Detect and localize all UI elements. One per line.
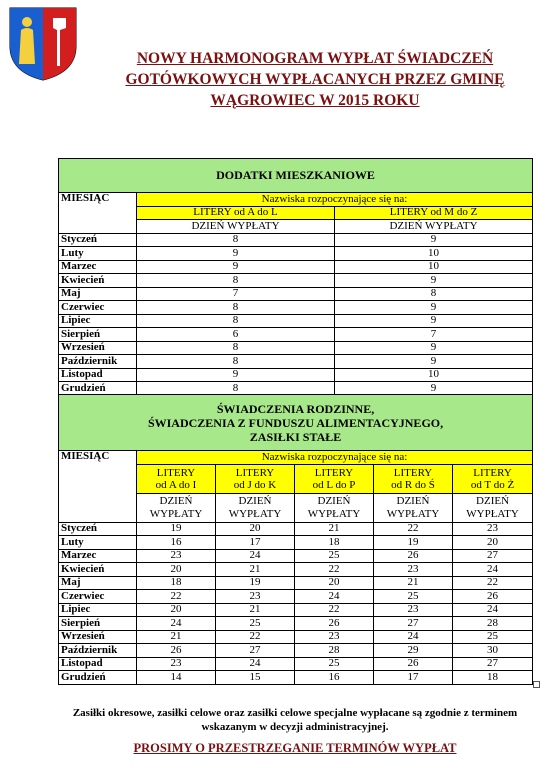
names-header: Nazwiska rozpoczynające się na:	[137, 451, 533, 465]
payday-cell: 20	[137, 603, 216, 617]
payday-cell: 16	[295, 671, 374, 685]
payday-cell: 26	[137, 644, 216, 658]
payday-cell: 23	[137, 657, 216, 671]
payday-cell: 23	[453, 522, 533, 536]
payday-cell: 28	[295, 644, 374, 658]
title-line-3: WĄGROWIEC W 2015 ROKU	[210, 92, 420, 109]
letters-header	[453, 464, 533, 493]
payday-cell: 17	[216, 536, 295, 550]
letters-header	[374, 464, 453, 493]
letters-header	[295, 464, 374, 493]
payday-cell: 22	[137, 590, 216, 604]
month-cell: Grudzień	[59, 671, 137, 685]
payday-cell: 26	[374, 657, 453, 671]
payday-cell: 9	[335, 274, 533, 288]
payday-header	[216, 493, 295, 522]
coat-of-arms-icon	[8, 6, 78, 82]
month-cell: Lipiec	[59, 314, 137, 328]
payday-header-line: WYPŁATY	[466, 507, 519, 520]
month-cell: Czerwiec	[59, 590, 137, 604]
letters-header	[216, 464, 295, 493]
table-row	[59, 247, 533, 261]
letters-header: LITERY od A do L	[137, 206, 335, 220]
payday-header: DZIEŃ WYPŁATY	[335, 220, 533, 234]
month-cell: Październik	[59, 355, 137, 369]
payday-cell: 8	[137, 382, 335, 396]
month-header: MIESIĄC	[59, 451, 137, 523]
month-cell: Styczeń	[59, 522, 137, 536]
section-title-line: ŚWIADCZENIA Z FUNDUSZU ALIMENTACYJNEGO,	[147, 415, 444, 430]
payday-header-line: DZIEŃ	[159, 494, 193, 507]
payday-cell: 22	[216, 630, 295, 644]
payday-cell: 8	[137, 341, 335, 355]
payday-header-line: DZIEŃ	[396, 494, 430, 507]
payday-cell: 9	[335, 233, 533, 247]
payday-cell: 26	[453, 590, 533, 604]
payday-cell: 8	[137, 301, 335, 315]
month-cell: Maj	[59, 287, 137, 301]
table-row	[59, 314, 533, 328]
letters-header-line: LITERY	[473, 466, 512, 479]
letters-header-line: od R do Ś	[391, 478, 435, 491]
table-row	[59, 233, 533, 247]
payday-cell: 9	[335, 301, 533, 315]
table-body	[59, 522, 533, 684]
names-header: Nazwiska rozpoczynające się na:	[137, 193, 533, 207]
payday-cell: 24	[216, 549, 295, 563]
month-cell: Czerwiec	[59, 301, 137, 315]
payday-cell: 27	[216, 644, 295, 658]
note	[58, 706, 532, 734]
table-row	[59, 536, 533, 550]
resize-handle[interactable]	[533, 681, 540, 688]
payday-cell: 16	[137, 536, 216, 550]
payday-cell: 8	[137, 314, 335, 328]
letters-header-line: LITERY	[393, 466, 433, 479]
payday-cell: 10	[335, 368, 533, 382]
month-cell: Kwiecień	[59, 563, 137, 577]
payday-cell: 19	[374, 536, 453, 550]
month-cell: Wrzesień	[59, 630, 137, 644]
table-row	[59, 630, 533, 644]
section-title: DODATKI MIESZKANIOWE	[59, 159, 533, 193]
payday-cell: 14	[137, 671, 216, 685]
month-cell: Kwiecień	[59, 274, 137, 288]
month-header: MIESIĄC	[59, 193, 137, 234]
letters-header-line: LITERY	[314, 466, 354, 479]
month-cell: Styczeń	[59, 233, 137, 247]
payday-header	[295, 493, 374, 522]
month-cell: Maj	[59, 576, 137, 590]
payday-cell: 22	[374, 522, 453, 536]
payday-header-line: DZIEŃ	[476, 494, 510, 507]
payday-cell: 22	[295, 603, 374, 617]
payday-cell: 21	[216, 563, 295, 577]
month-cell: Sierpień	[59, 328, 137, 342]
payday-header-line: WYPŁATY	[149, 507, 203, 520]
note-line: Zasiłki okresowe, zasiłki celowe oraz zasiłki celowe specjalne wypłacane są zgodnie z terminem	[72, 707, 518, 719]
section-title-line: ŚWIADCZENIA RODZINNE,	[216, 401, 375, 416]
payday-cell: 19	[137, 522, 216, 536]
payday-cell: 20	[137, 563, 216, 577]
payday-cell: 10	[335, 260, 533, 274]
table-row	[59, 563, 533, 577]
letters-header-line: od T do Ż	[470, 478, 515, 491]
table-row	[59, 671, 533, 685]
payday-cell: 9	[137, 368, 335, 382]
payday-cell: 25	[216, 617, 295, 631]
payday-cell: 23	[374, 563, 453, 577]
payday-cell: 7	[137, 287, 335, 301]
payday-cell: 24	[137, 617, 216, 631]
table-body	[59, 233, 533, 395]
payday-cell: 30	[453, 644, 533, 658]
letters-header-line: od A do I	[155, 478, 197, 491]
month-cell: Lipiec	[59, 603, 137, 617]
payday-cell: 24	[295, 590, 374, 604]
family-benefits-table	[58, 394, 533, 685]
month-cell: Marzec	[59, 549, 137, 563]
payday-cell: 23	[137, 549, 216, 563]
table-row	[59, 382, 533, 396]
table-row	[59, 657, 533, 671]
payday-cell: 26	[374, 549, 453, 563]
payday-cell: 7	[335, 328, 533, 342]
payday-cell: 26	[295, 617, 374, 631]
payday-cell: 23	[216, 590, 295, 604]
payday-cell: 24	[453, 563, 533, 577]
payday-cell: 8	[137, 233, 335, 247]
note-line: wskazanym w decyzji administracyjnej.	[201, 721, 389, 733]
payday-cell: 8	[137, 274, 335, 288]
payday-cell: 6	[137, 328, 335, 342]
section-title	[59, 395, 533, 451]
payday-cell: 19	[216, 576, 295, 590]
payday-cell: 18	[137, 576, 216, 590]
payday-cell: 9	[335, 314, 533, 328]
payday-cell: 25	[295, 657, 374, 671]
month-cell: Listopad	[59, 657, 137, 671]
title-line-1: NOWY HARMONOGRAM WYPŁAT ŚWIADCZEŃ	[136, 50, 494, 67]
payday-header: DZIEŃ WYPŁATY	[137, 220, 335, 234]
table-row	[59, 549, 533, 563]
payday-header-line: DZIEŃ	[317, 494, 351, 507]
payday-header	[453, 493, 533, 522]
footer-notice: PROSIMY O PRZESTRZEGANIE TERMINÓW WYPŁAT	[133, 741, 457, 755]
payday-cell: 15	[216, 671, 295, 685]
table-row	[59, 328, 533, 342]
payday-header-line: WYPŁATY	[386, 507, 440, 520]
payday-header	[374, 493, 453, 522]
payday-cell: 9	[335, 382, 533, 396]
payday-cell: 23	[374, 603, 453, 617]
payday-cell: 9	[137, 247, 335, 261]
payday-cell: 25	[295, 549, 374, 563]
payday-header	[137, 493, 216, 522]
payday-cell: 9	[335, 355, 533, 369]
payday-cell: 17	[374, 671, 453, 685]
month-cell: Luty	[59, 536, 137, 550]
table-row	[59, 617, 533, 631]
table-row	[59, 274, 533, 288]
month-cell: Marzec	[59, 260, 137, 274]
payday-cell: 21	[216, 603, 295, 617]
month-cell: Sierpień	[59, 617, 137, 631]
payday-cell: 24	[453, 603, 533, 617]
payday-cell: 29	[374, 644, 453, 658]
letters-header-line: od L do P	[312, 478, 356, 491]
payday-cell: 21	[295, 522, 374, 536]
table-row	[59, 260, 533, 274]
payday-header-line: WYPŁATY	[307, 507, 361, 520]
payday-cell: 9	[335, 341, 533, 355]
payday-cell: 21	[137, 630, 216, 644]
payday-cell: 24	[374, 630, 453, 644]
payday-cell: 23	[295, 630, 374, 644]
payday-cell: 10	[335, 247, 533, 261]
table-row	[59, 590, 533, 604]
payday-cell: 8	[335, 287, 533, 301]
payday-cell: 27	[453, 657, 533, 671]
month-cell: Luty	[59, 247, 137, 261]
title-line-2: GOTÓWKOWYCH WYPŁACANYCH PRZEZ GMINĘ	[125, 71, 505, 88]
month-cell: Grudzień	[59, 382, 137, 396]
payday-cell: 20	[216, 522, 295, 536]
table-row	[59, 576, 533, 590]
letters-header-line: LITERY	[235, 466, 275, 479]
payday-cell: 18	[295, 536, 374, 550]
payday-cell: 8	[137, 355, 335, 369]
housing-allowance-table	[58, 158, 533, 396]
payday-cell: 20	[453, 536, 533, 550]
table-row	[59, 287, 533, 301]
page-title	[95, 48, 535, 111]
table-row	[59, 341, 533, 355]
payday-cell: 21	[374, 576, 453, 590]
letters-header-line: od J do K	[233, 478, 277, 491]
table-row	[59, 522, 533, 536]
table-row	[59, 644, 533, 658]
payday-header-line: DZIEŃ	[238, 494, 272, 507]
table-row	[59, 603, 533, 617]
payday-cell: 25	[374, 590, 453, 604]
payday-header-line: WYPŁATY	[228, 507, 282, 520]
letters-header-line: LITERY	[156, 466, 196, 479]
payday-cell: 25	[453, 630, 533, 644]
month-cell: Listopad	[59, 368, 137, 382]
month-cell: Październik	[59, 644, 137, 658]
payday-cell: 22	[295, 563, 374, 577]
payday-cell: 9	[137, 260, 335, 274]
payday-cell: 20	[295, 576, 374, 590]
letters-header: LITERY od M do Z	[335, 206, 533, 220]
payday-cell: 22	[453, 576, 533, 590]
payday-cell: 27	[374, 617, 453, 631]
month-cell: Wrzesień	[59, 341, 137, 355]
section-title-line: ZASIŁKI STAŁE	[249, 429, 342, 444]
payday-cell: 24	[216, 657, 295, 671]
payday-cell: 18	[453, 671, 533, 685]
table-row	[59, 301, 533, 315]
table-row	[59, 355, 533, 369]
payday-cell: 28	[453, 617, 533, 631]
payday-cell: 27	[453, 549, 533, 563]
letters-header	[137, 464, 216, 493]
table-row	[59, 368, 533, 382]
